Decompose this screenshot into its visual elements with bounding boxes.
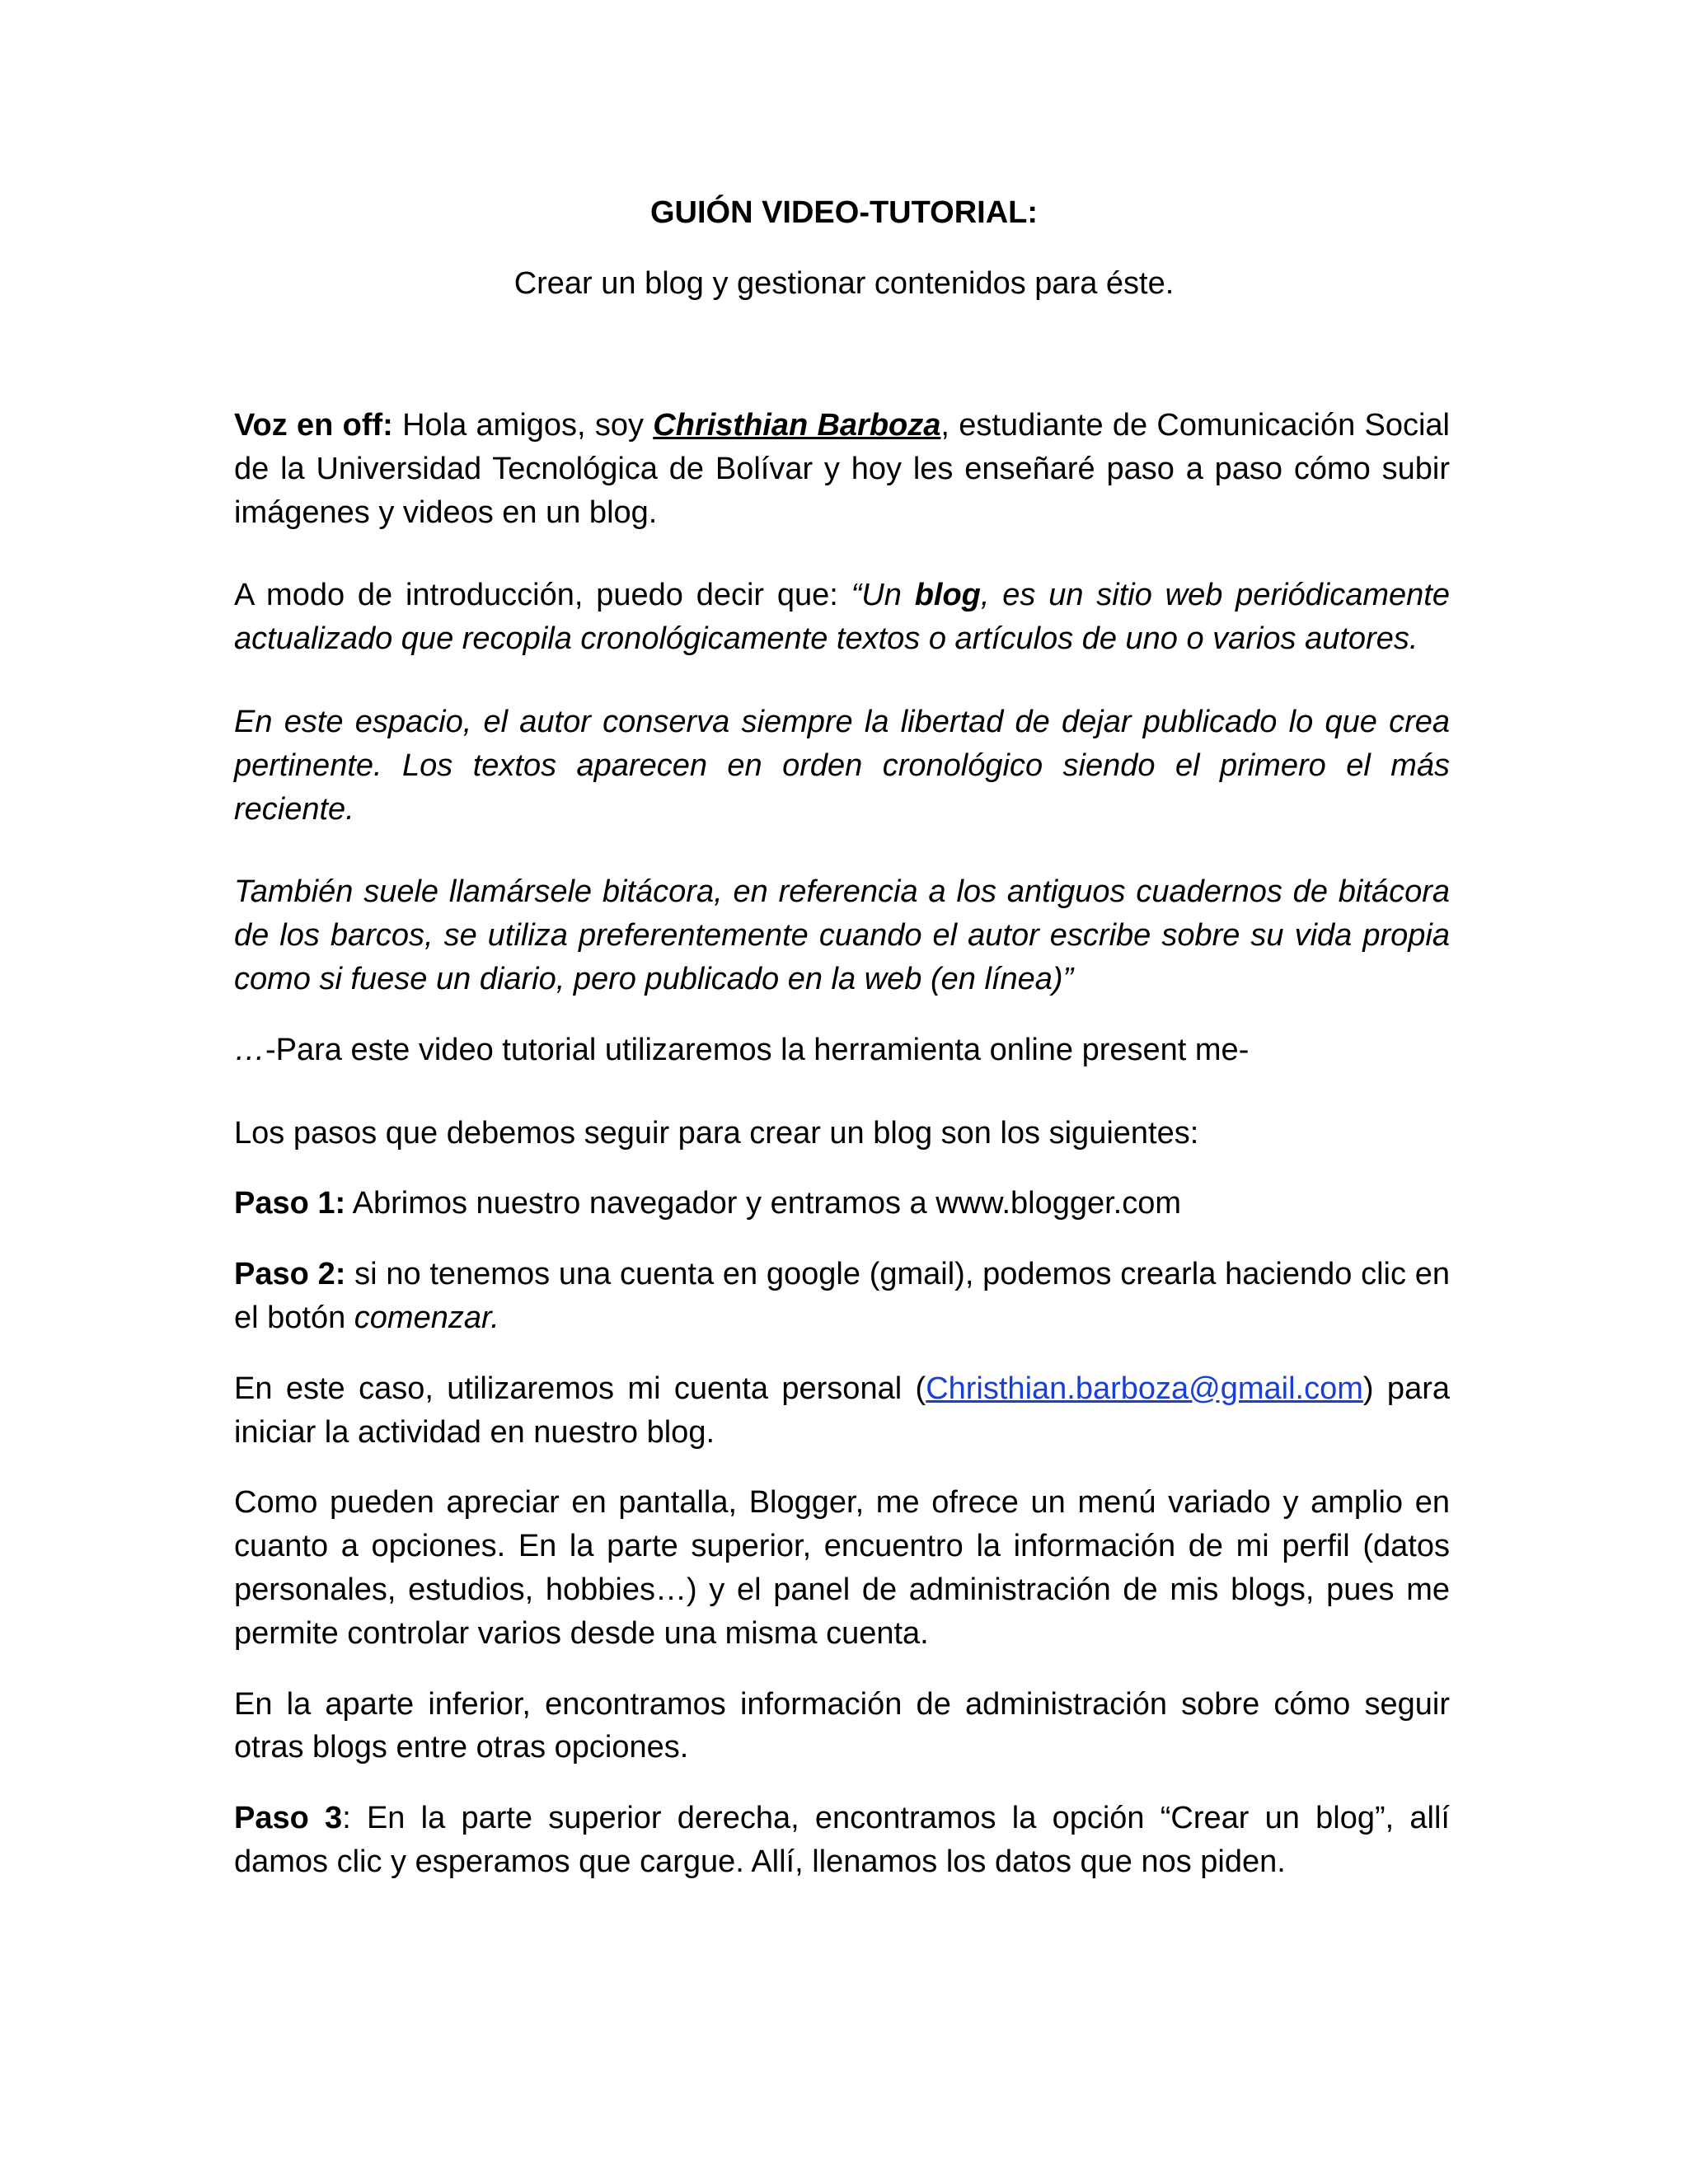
- step-2-text: si no tenemos una cuenta en google (gmail), podemos crearla haciendo clic en el botón: [234, 1257, 1451, 1335]
- step-3: [234, 1797, 1450, 1884]
- blog-term: blog: [914, 578, 981, 613]
- definition-paragraph: [234, 574, 1450, 661]
- account-after: ) para iniciar la actividad en nuestro blog.: [234, 1371, 1450, 1450]
- lower-paragraph: En la aparte inferior, encontramos información de administración sobre cómo seguir otras blogs entre otras opciones.: [234, 1686, 1450, 1765]
- document-title: GUIÓN VIDEO-TUTORIAL:: [649, 195, 1039, 230]
- step-2: [234, 1253, 1450, 1340]
- document-subtitle: Crear un blog y gestionar contenidos para éste.: [513, 266, 1175, 301]
- account-before: En este caso, utilizaremos mi cuenta personal (: [234, 1371, 926, 1406]
- intro-paragraph: [234, 404, 1450, 534]
- tool-paragraph: [234, 1029, 1450, 1072]
- ellipsis: …: [234, 1032, 265, 1067]
- intro-rest: , estudiante de Comunicación Social de la Universidad Tecnológica de Bolívar y hoy les enseñaré paso a paso cómo subir imágenes y videos en un blog.: [234, 408, 1450, 530]
- quote-rest: , es un sitio web periódicamente actualizado que recopila cronológicamente textos o artículos de uno o varios autores.: [234, 578, 1450, 657]
- comenzar-word: comenzar.: [354, 1300, 499, 1335]
- step-3-text: : En la parte superior derecha, encontramos la opción “Crear un blog”, allí damos clic y esperamos que cargue. Allí, llenamos los datos que nos piden.: [234, 1801, 1450, 1879]
- document-body: [234, 404, 1450, 1924]
- definition-paragraph-2: En este espacio, el autor conserva siempre la libertad de dejar publicado lo que crea pertinente. Los textos aparecen en orden cronológico siendo el primero el más reciente.: [234, 704, 1450, 827]
- step-3-label: Paso 3: [234, 1801, 343, 1836]
- step-2-label: Paso 2:: [234, 1257, 346, 1292]
- intro-greeting: Hola amigos, soy: [392, 408, 654, 443]
- menu-paragraph: Como pueden apreciar en pantalla, Blogger, me ofrece un menú variado y amplio en cuanto a opciones. En la parte superior, encuentro la información de mi perfil (datos personales, estudios, hobbies…) y el panel de administración de mis blogs, pues me permite controlar varios desde una misma cuenta.: [234, 1485, 1450, 1651]
- voice-over-label: Voz en off:: [234, 408, 393, 443]
- quote-open: “Un: [851, 578, 915, 613]
- step-1-text: Abrimos nuestro navegador y entramos a www.blogger.com: [345, 1186, 1182, 1221]
- definition-paragraph-3: También suele llamársele bitácora, en referencia a los antiguos cuadernos de bitácora de los barcos, se utiliza preferentemente cuando el autor escribe sobre su vida propia como si fuese un diario, pero publicado en la web (en línea)”: [234, 874, 1450, 996]
- tool-text: -Para este video tutorial utilizaremos la herramienta online present me-: [265, 1032, 1250, 1067]
- steps-intro: Los pasos que debemos seguir para crear un blog son los siguientes:: [234, 1115, 1199, 1151]
- account-paragraph: [234, 1367, 1450, 1455]
- author-name: Christhian Barboza: [653, 408, 941, 443]
- email-link[interactable]: Christhian.barboza@gmail.com: [926, 1371, 1363, 1406]
- definition-lead: A modo de introducción, puedo decir que:: [234, 578, 851, 613]
- step-1-label: Paso 1:: [234, 1186, 346, 1221]
- step-1: [234, 1182, 1450, 1226]
